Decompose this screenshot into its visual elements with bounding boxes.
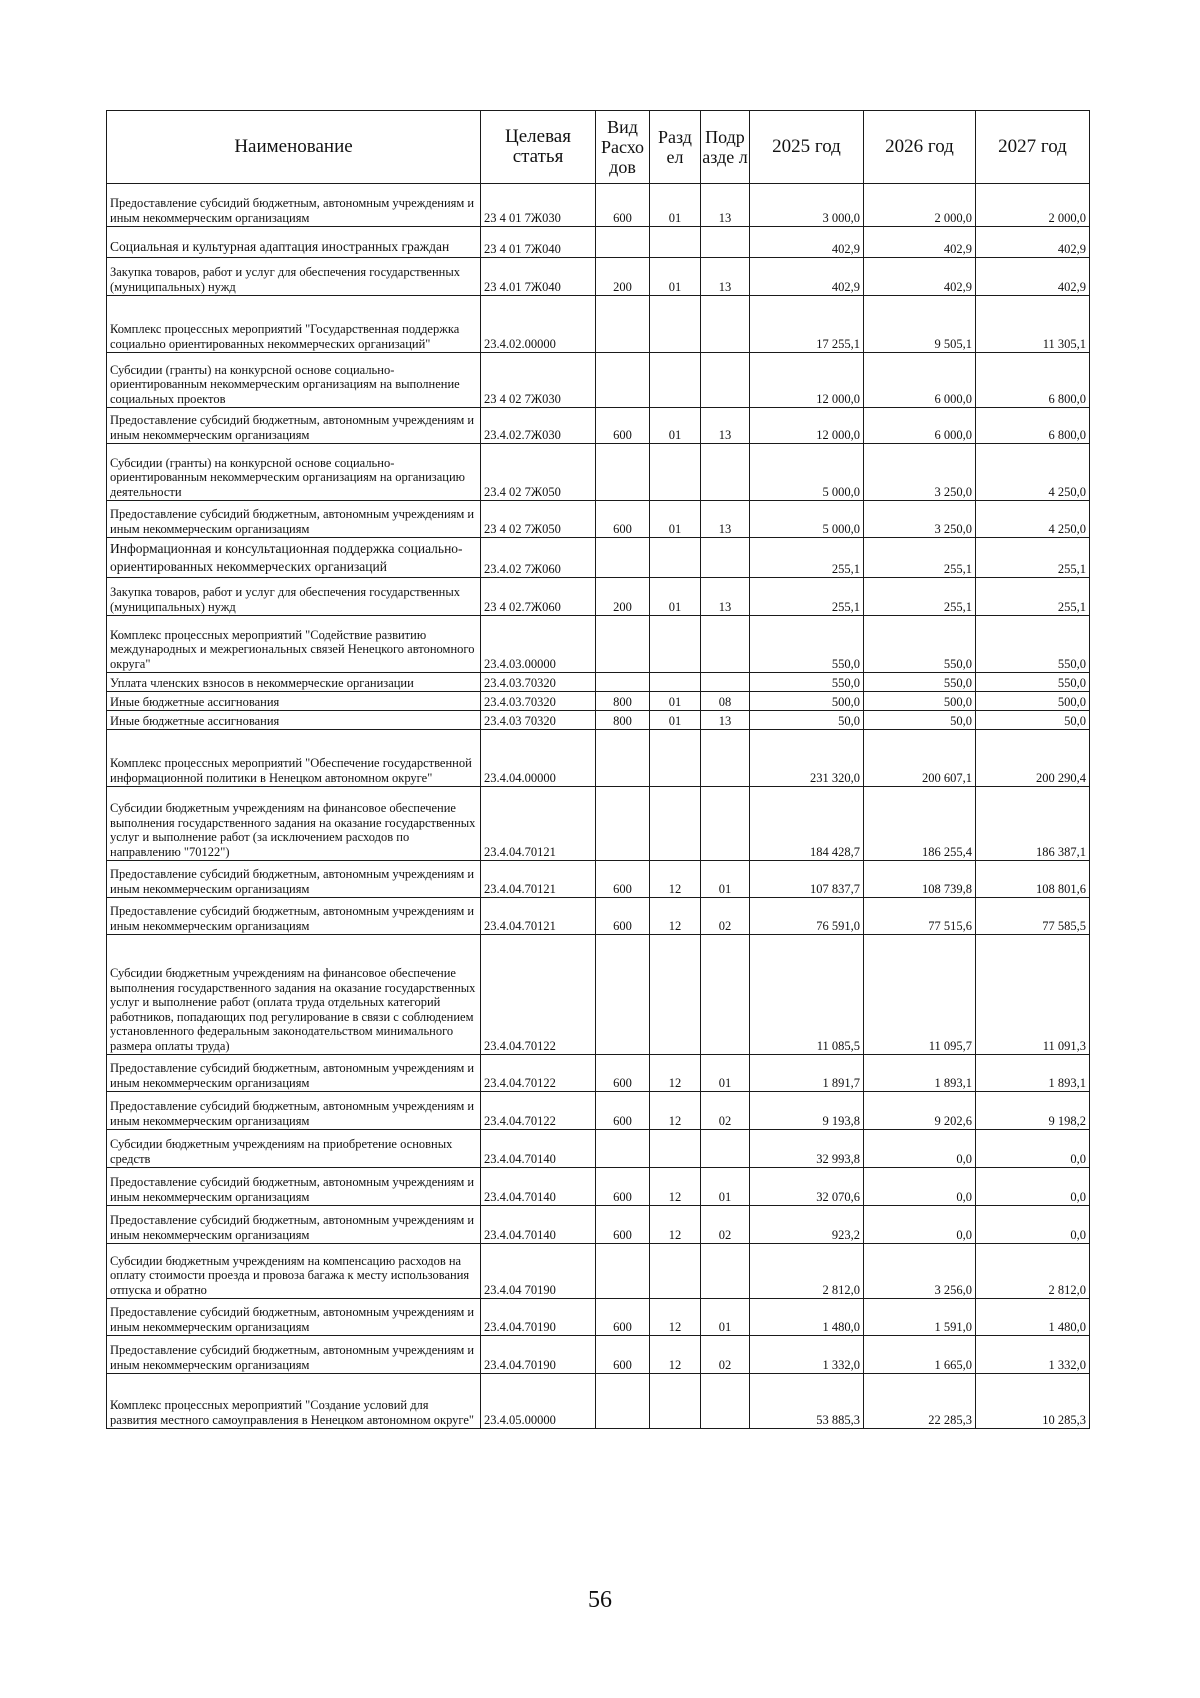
cell-year-2025: 9 193,8 [750, 1092, 864, 1130]
header-section: Разд ел [650, 111, 701, 184]
cell-target-article: 23.4.04.70190 [481, 1336, 596, 1374]
cell-expense-type: 600 [596, 1055, 650, 1092]
cell-year-2025: 12 000,0 [750, 353, 864, 408]
cell-target-article: 23.4.04 70190 [481, 1244, 596, 1299]
cell-expense-type [596, 353, 650, 408]
cell-year-2026: 22 285,3 [864, 1374, 976, 1429]
cell-target-article: 23.4.02.00000 [481, 296, 596, 353]
cell-section [650, 730, 701, 787]
cell-section [650, 444, 701, 501]
cell-subsection: 01 [701, 1168, 750, 1206]
cell-year-2026: 402,9 [864, 227, 976, 258]
cell-section [650, 538, 701, 578]
cell-year-2026: 0,0 [864, 1168, 976, 1206]
budget-table [106, 110, 1090, 1429]
cell-year-2025: 53 885,3 [750, 1374, 864, 1429]
cell-target-article: 23.4.04.70122 [481, 935, 596, 1055]
table-row [107, 1092, 1090, 1130]
cell-name: Закупка товаров, работ и услуг для обеспечения государственных (муниципальных) нужд [107, 578, 481, 616]
cell-expense-type: 600 [596, 501, 650, 538]
cell-expense-type: 600 [596, 1336, 650, 1374]
cell-section: 01 [650, 578, 701, 616]
header-expense-type: Вид Расхо дов [596, 111, 650, 184]
cell-expense-type: 200 [596, 258, 650, 296]
table-row [107, 184, 1090, 227]
cell-section: 12 [650, 1092, 701, 1130]
header-name: Наименование [107, 111, 481, 184]
cell-year-2026: 0,0 [864, 1130, 976, 1168]
cell-name: Иные бюджетные ассигнования [107, 692, 481, 711]
cell-target-article: 23.4 02 7Ж050 [481, 444, 596, 501]
cell-section [650, 1130, 701, 1168]
cell-target-article: 23.4.04.70140 [481, 1206, 596, 1244]
cell-year-2025: 5 000,0 [750, 444, 864, 501]
cell-year-2026: 255,1 [864, 538, 976, 578]
cell-year-2026: 9 202,6 [864, 1092, 976, 1130]
table-row [107, 711, 1090, 730]
cell-name: Комплекс процессных мероприятий "Государственная поддержка социально ориентированных некоммерческих организаций" [107, 296, 481, 353]
cell-year-2026: 9 505,1 [864, 296, 976, 353]
cell-target-article: 23.4.04.70122 [481, 1055, 596, 1092]
cell-name: Субсидии бюджетным учреждениям на приобретение основных средств [107, 1130, 481, 1168]
cell-year-2027: 0,0 [976, 1206, 1090, 1244]
cell-year-2027: 500,0 [976, 692, 1090, 711]
cell-section [650, 296, 701, 353]
cell-expense-type: 800 [596, 692, 650, 711]
cell-section: 01 [650, 692, 701, 711]
cell-name: Иные бюджетные ассигнования [107, 711, 481, 730]
cell-year-2025: 500,0 [750, 692, 864, 711]
cell-target-article: 23.4.03 70320 [481, 711, 596, 730]
cell-expense-type [596, 1374, 650, 1429]
cell-subsection: 02 [701, 898, 750, 935]
cell-name: Предоставление субсидий бюджетным, автономным учреждениям и иным некоммерческим организациям [107, 408, 481, 444]
table-row [107, 1336, 1090, 1374]
cell-year-2027: 10 285,3 [976, 1374, 1090, 1429]
table-row [107, 1299, 1090, 1336]
cell-name: Субсидии (гранты) на конкурсной основе социально-ориентированным некоммерческим организациям на выполнение социальных проектов [107, 353, 481, 408]
cell-expense-type [596, 227, 650, 258]
cell-expense-type: 600 [596, 898, 650, 935]
cell-expense-type [596, 673, 650, 692]
cell-target-article: 23 4 02 7Ж050 [481, 501, 596, 538]
table-row [107, 1244, 1090, 1299]
cell-year-2027: 0,0 [976, 1168, 1090, 1206]
cell-name: Предоставление субсидий бюджетным, автономным учреждениям и иным некоммерческим организациям [107, 1055, 481, 1092]
cell-year-2027: 0,0 [976, 1130, 1090, 1168]
table-row [107, 898, 1090, 935]
cell-year-2026: 186 255,4 [864, 787, 976, 861]
table-row [107, 1055, 1090, 1092]
cell-name: Предоставление субсидий бюджетным, автономным учреждениям и иным некоммерческим организациям [107, 1206, 481, 1244]
cell-year-2026: 1 665,0 [864, 1336, 976, 1374]
page-number: 56 [588, 1587, 612, 1613]
cell-year-2026: 402,9 [864, 258, 976, 296]
cell-section [650, 1374, 701, 1429]
cell-target-article: 23.4.03.70320 [481, 673, 596, 692]
cell-section: 12 [650, 1055, 701, 1092]
cell-name: Предоставление субсидий бюджетным, автономным учреждениям и иным некоммерческим организациям [107, 1168, 481, 1206]
table-row [107, 578, 1090, 616]
cell-expense-type [596, 296, 650, 353]
cell-subsection: 13 [701, 184, 750, 227]
table-row [107, 227, 1090, 258]
cell-section: 12 [650, 1299, 701, 1336]
cell-year-2025: 17 255,1 [750, 296, 864, 353]
table-row [107, 444, 1090, 501]
cell-year-2027: 1 480,0 [976, 1299, 1090, 1336]
cell-year-2026: 200 607,1 [864, 730, 976, 787]
cell-subsection [701, 673, 750, 692]
cell-year-2027: 4 250,0 [976, 501, 1090, 538]
cell-expense-type [596, 730, 650, 787]
cell-expense-type [596, 538, 650, 578]
cell-year-2027: 2 000,0 [976, 184, 1090, 227]
cell-expense-type [596, 1244, 650, 1299]
cell-name: Предоставление субсидий бюджетным, автономным учреждениям и иным некоммерческим организациям [107, 898, 481, 935]
cell-year-2027: 550,0 [976, 673, 1090, 692]
cell-name: Комплекс процессных мероприятий "Создание условий для развития местного самоуправления в Ненецком автономном округе" [107, 1374, 481, 1429]
cell-subsection [701, 935, 750, 1055]
cell-year-2025: 550,0 [750, 673, 864, 692]
cell-year-2026: 6 000,0 [864, 408, 976, 444]
cell-subsection [701, 616, 750, 673]
table-body [107, 184, 1090, 1429]
cell-section: 01 [650, 258, 701, 296]
cell-section: 01 [650, 501, 701, 538]
cell-year-2025: 255,1 [750, 578, 864, 616]
cell-year-2027: 9 198,2 [976, 1092, 1090, 1130]
cell-name: Комплекс процессных мероприятий "Обеспечение государственной информационной политики в Ненецком автономном округе" [107, 730, 481, 787]
cell-expense-type: 600 [596, 184, 650, 227]
cell-name: Субсидии (гранты) на конкурсной основе социально-ориентированным некоммерческим организациям на организацию деятельности [107, 444, 481, 501]
cell-year-2027: 50,0 [976, 711, 1090, 730]
cell-target-article: 23.4.04.70121 [481, 898, 596, 935]
header-subsection: Подр азде л [701, 111, 750, 184]
cell-year-2025: 76 591,0 [750, 898, 864, 935]
cell-target-article: 23.4.02 7Ж060 [481, 538, 596, 578]
cell-year-2027: 402,9 [976, 227, 1090, 258]
cell-year-2027: 255,1 [976, 538, 1090, 578]
cell-year-2025: 184 428,7 [750, 787, 864, 861]
cell-section [650, 227, 701, 258]
cell-target-article: 23.4.04.70190 [481, 1299, 596, 1336]
cell-year-2027: 6 800,0 [976, 408, 1090, 444]
cell-subsection [701, 444, 750, 501]
cell-subsection [701, 1374, 750, 1429]
cell-year-2025: 5 000,0 [750, 501, 864, 538]
table-row [107, 861, 1090, 898]
cell-subsection: 02 [701, 1092, 750, 1130]
cell-expense-type [596, 1130, 650, 1168]
cell-expense-type [596, 444, 650, 501]
cell-target-article: 23.4.04.70121 [481, 787, 596, 861]
cell-year-2026: 77 515,6 [864, 898, 976, 935]
cell-year-2027: 1 893,1 [976, 1055, 1090, 1092]
cell-year-2026: 3 256,0 [864, 1244, 976, 1299]
cell-subsection: 13 [701, 501, 750, 538]
cell-year-2026: 11 095,7 [864, 935, 976, 1055]
cell-year-2026: 50,0 [864, 711, 976, 730]
cell-subsection [701, 787, 750, 861]
table-row [107, 501, 1090, 538]
cell-year-2025: 402,9 [750, 227, 864, 258]
cell-target-article: 23.4.03.00000 [481, 616, 596, 673]
table-row [107, 538, 1090, 578]
cell-year-2027: 6 800,0 [976, 353, 1090, 408]
cell-section: 12 [650, 1336, 701, 1374]
cell-target-article: 23 4 01 7Ж030 [481, 184, 596, 227]
cell-name: Социальная и культурная адаптация иностранных граждан [107, 227, 481, 258]
cell-year-2027: 77 585,5 [976, 898, 1090, 935]
cell-subsection: 01 [701, 1055, 750, 1092]
cell-expense-type: 600 [596, 1168, 650, 1206]
cell-target-article: 23 4 02.7Ж060 [481, 578, 596, 616]
cell-year-2026: 1 893,1 [864, 1055, 976, 1092]
cell-year-2027: 1 332,0 [976, 1336, 1090, 1374]
cell-section [650, 353, 701, 408]
cell-year-2025: 2 812,0 [750, 1244, 864, 1299]
cell-year-2025: 107 837,7 [750, 861, 864, 898]
cell-year-2025: 11 085,5 [750, 935, 864, 1055]
cell-section: 12 [650, 1206, 701, 1244]
cell-name: Информационная и консультационная поддержка социально-ориентированных некоммерческих организаций [107, 538, 481, 578]
cell-year-2025: 255,1 [750, 538, 864, 578]
cell-year-2026: 0,0 [864, 1206, 976, 1244]
cell-section: 12 [650, 861, 701, 898]
cell-subsection [701, 296, 750, 353]
cell-year-2025: 12 000,0 [750, 408, 864, 444]
cell-subsection: 13 [701, 408, 750, 444]
cell-target-article: 23.4.04.70122 [481, 1092, 596, 1130]
cell-section [650, 673, 701, 692]
cell-subsection: 08 [701, 692, 750, 711]
cell-subsection [701, 1130, 750, 1168]
cell-name: Предоставление субсидий бюджетным, автономным учреждениям и иным некоммерческим организациям [107, 861, 481, 898]
cell-section [650, 1244, 701, 1299]
cell-target-article: 23.4.04.70140 [481, 1168, 596, 1206]
table-row [107, 730, 1090, 787]
cell-year-2025: 1 891,7 [750, 1055, 864, 1092]
cell-year-2027: 402,9 [976, 258, 1090, 296]
cell-section: 01 [650, 408, 701, 444]
cell-subsection: 13 [701, 711, 750, 730]
cell-expense-type: 200 [596, 578, 650, 616]
cell-year-2025: 50,0 [750, 711, 864, 730]
cell-subsection [701, 353, 750, 408]
cell-year-2026: 3 250,0 [864, 444, 976, 501]
cell-subsection: 13 [701, 578, 750, 616]
cell-section [650, 787, 701, 861]
cell-year-2026: 3 250,0 [864, 501, 976, 538]
cell-year-2026: 255,1 [864, 578, 976, 616]
cell-year-2027: 186 387,1 [976, 787, 1090, 861]
cell-year-2025: 3 000,0 [750, 184, 864, 227]
cell-year-2025: 1 480,0 [750, 1299, 864, 1336]
cell-section: 01 [650, 711, 701, 730]
cell-year-2027: 11 091,3 [976, 935, 1090, 1055]
cell-subsection [701, 538, 750, 578]
cell-name: Субсидии бюджетным учреждениям на компенсацию расходов на оплату стоимости проезда и провоза багажа к месту использования отпуска и обратно [107, 1244, 481, 1299]
cell-subsection: 02 [701, 1336, 750, 1374]
cell-target-article: 23 4.01 7Ж040 [481, 258, 596, 296]
cell-section: 12 [650, 898, 701, 935]
header-year-2026: 2026 год [864, 111, 976, 184]
table-row [107, 1374, 1090, 1429]
cell-target-article: 23.4.05.00000 [481, 1374, 596, 1429]
table-row [107, 296, 1090, 353]
cell-expense-type [596, 935, 650, 1055]
cell-year-2025: 1 332,0 [750, 1336, 864, 1374]
cell-name: Закупка товаров, работ и услуг для обеспечения государственных (муниципальных) нужд [107, 258, 481, 296]
cell-target-article: 23.4.04.70121 [481, 861, 596, 898]
table-row [107, 787, 1090, 861]
cell-year-2027: 108 801,6 [976, 861, 1090, 898]
cell-year-2027: 255,1 [976, 578, 1090, 616]
cell-year-2027: 550,0 [976, 616, 1090, 673]
cell-year-2027: 200 290,4 [976, 730, 1090, 787]
header-target-article: Целевая статья [481, 111, 596, 184]
table-row [107, 616, 1090, 673]
cell-subsection [701, 227, 750, 258]
header-year-2027: 2027 год [976, 111, 1090, 184]
cell-year-2026: 550,0 [864, 616, 976, 673]
cell-expense-type: 600 [596, 861, 650, 898]
cell-year-2026: 500,0 [864, 692, 976, 711]
cell-year-2026: 6 000,0 [864, 353, 976, 408]
cell-expense-type: 600 [596, 1299, 650, 1336]
cell-year-2027: 11 305,1 [976, 296, 1090, 353]
cell-section: 12 [650, 1168, 701, 1206]
cell-target-article: 23 4 02 7Ж030 [481, 353, 596, 408]
cell-year-2025: 550,0 [750, 616, 864, 673]
table-row [107, 408, 1090, 444]
cell-target-article: 23 4 01 7Ж040 [481, 227, 596, 258]
cell-subsection: 01 [701, 861, 750, 898]
cell-expense-type: 600 [596, 1092, 650, 1130]
cell-expense-type [596, 616, 650, 673]
table-row [107, 1130, 1090, 1168]
cell-year-2025: 32 993,8 [750, 1130, 864, 1168]
table-row [107, 258, 1090, 296]
table-row [107, 935, 1090, 1055]
cell-subsection [701, 1244, 750, 1299]
header-year-2025: 2025 год [750, 111, 864, 184]
cell-section: 01 [650, 184, 701, 227]
cell-subsection [701, 730, 750, 787]
table-row [107, 692, 1090, 711]
cell-expense-type: 800 [596, 711, 650, 730]
cell-expense-type [596, 787, 650, 861]
cell-year-2027: 2 812,0 [976, 1244, 1090, 1299]
cell-target-article: 23.4.02.7Ж030 [481, 408, 596, 444]
cell-name: Предоставление субсидий бюджетным, автономным учреждениям и иным некоммерческим организациям [107, 1336, 481, 1374]
cell-year-2026: 550,0 [864, 673, 976, 692]
cell-year-2025: 32 070,6 [750, 1168, 864, 1206]
cell-name: Комплекс процессных мероприятий "Содействие развитию международных и межрегиональных связей Ненецкого автономного округа" [107, 616, 481, 673]
cell-target-article: 23.4.04.70140 [481, 1130, 596, 1168]
cell-year-2025: 231 320,0 [750, 730, 864, 787]
cell-target-article: 23.4.03.70320 [481, 692, 596, 711]
cell-name: Уплата членских взносов в некоммерческие организации [107, 673, 481, 692]
cell-year-2025: 402,9 [750, 258, 864, 296]
cell-subsection: 01 [701, 1299, 750, 1336]
cell-year-2027: 4 250,0 [976, 444, 1090, 501]
cell-year-2025: 923,2 [750, 1206, 864, 1244]
cell-year-2026: 108 739,8 [864, 861, 976, 898]
cell-expense-type: 600 [596, 1206, 650, 1244]
table-row [107, 1168, 1090, 1206]
cell-name: Предоставление субсидий бюджетным, автономным учреждениям и иным некоммерческим организациям [107, 1299, 481, 1336]
cell-section [650, 935, 701, 1055]
cell-name: Субсидии бюджетным учреждениям на финансовое обеспечение выполнения государственного задания на оказание государственных услуг и выполнение работ (за исключением расходов по направлению "70122") [107, 787, 481, 861]
cell-subsection: 02 [701, 1206, 750, 1244]
cell-name: Субсидии бюджетным учреждениям на финансовое обеспечение выполнения государственного задания на оказание государственных услуг и выполнение работ (оплата труда отдельных категорий работников, попадающих под регулирование в связи с соблюдением установленного федеральным законодательством минимального размера оплаты труда) [107, 935, 481, 1055]
cell-expense-type: 600 [596, 408, 650, 444]
cell-name: Предоставление субсидий бюджетным, автономным учреждениям и иным некоммерческим организациям [107, 501, 481, 538]
table-row [107, 673, 1090, 692]
cell-section [650, 616, 701, 673]
cell-target-article: 23.4.04.00000 [481, 730, 596, 787]
cell-name: Предоставление субсидий бюджетным, автономным учреждениям и иным некоммерческим организациям [107, 1092, 481, 1130]
table-header-row [107, 111, 1090, 184]
table-row [107, 353, 1090, 408]
table-row [107, 1206, 1090, 1244]
cell-year-2026: 2 000,0 [864, 184, 976, 227]
cell-year-2026: 1 591,0 [864, 1299, 976, 1336]
cell-subsection: 13 [701, 258, 750, 296]
cell-name: Предоставление субсидий бюджетным, автономным учреждениям и иным некоммерческим организациям [107, 184, 481, 227]
